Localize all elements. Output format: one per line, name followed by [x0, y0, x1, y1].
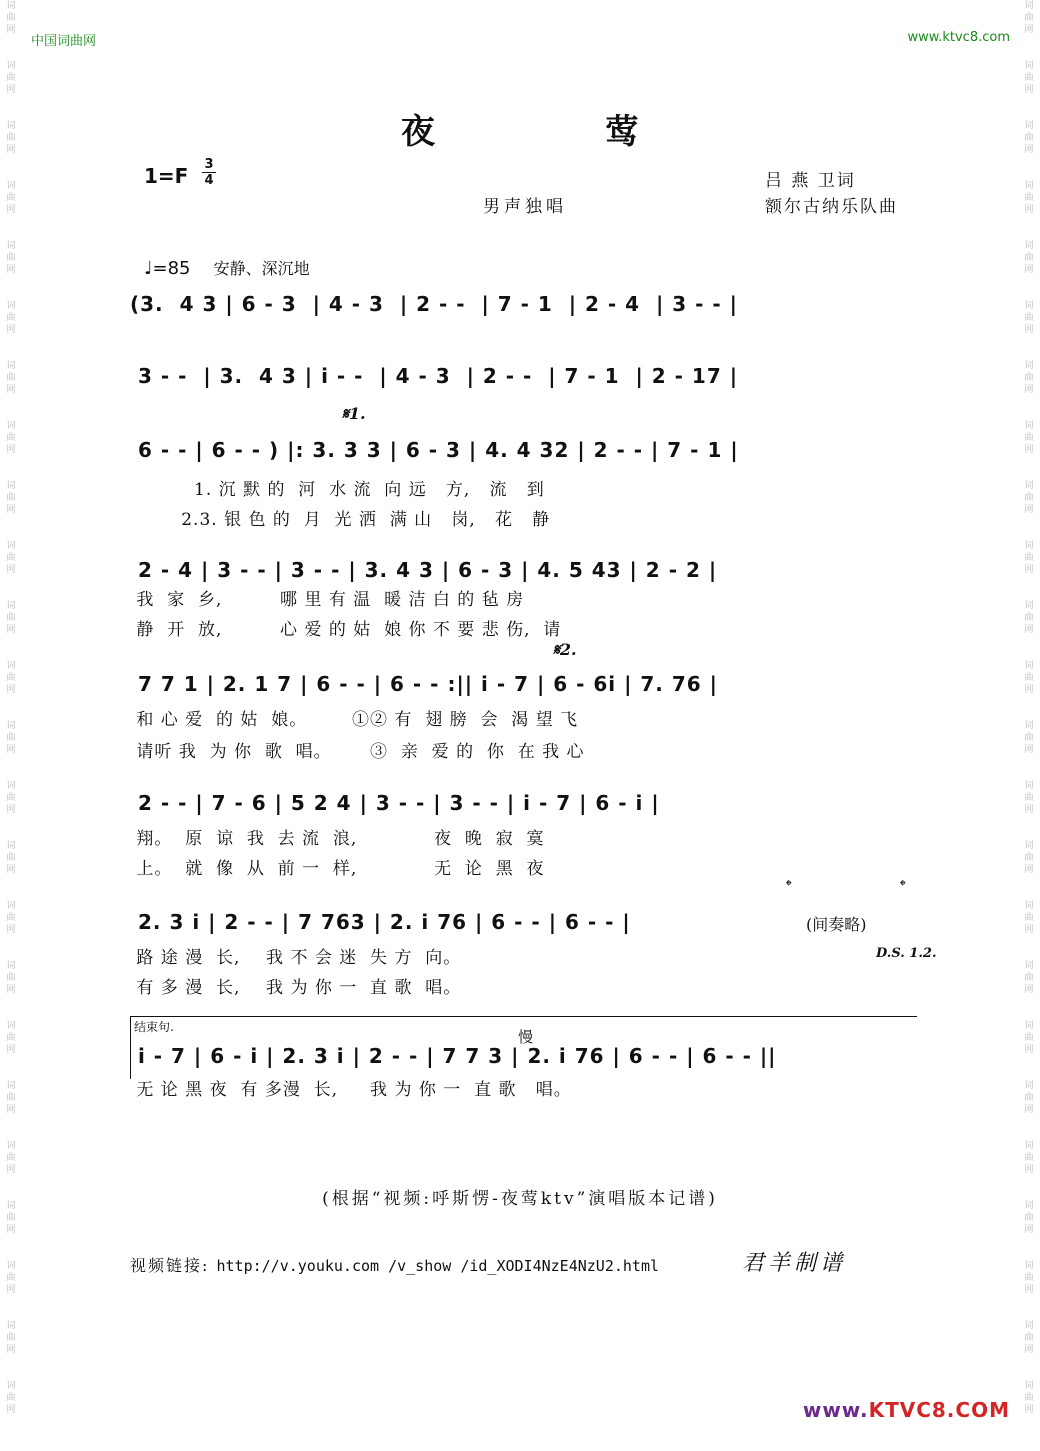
watermark-unit: 词 曲 网 [6, 601, 16, 635]
watermark-unit: 词 曲 网 [1024, 841, 1034, 875]
watermark-unit: 词 曲 网 [6, 661, 16, 695]
video-link-line [130, 1253, 659, 1276]
watermark-unit: 词 曲 网 [1024, 181, 1034, 215]
watermark-unit: 词 曲 网 [6, 721, 16, 755]
interlude-note: (间奏略) [806, 915, 867, 934]
ending-label: 结束句. [134, 1020, 174, 1034]
watermark-unit: 词 曲 网 [6, 1381, 16, 1415]
notation-line: 3 - - | 3. 4 3 | i - - | 4 - 3 | 2 - - | 7 - 1 | 2 - 17 | [130, 364, 739, 388]
watermark-unit: 词 曲 网 [1024, 1321, 1034, 1355]
watermark-unit: 词 曲 网 [6, 961, 16, 995]
lyric-line-1: 路 途 漫 长, 我 不 会 迷 失 方 向。 [130, 948, 462, 968]
lyric-line-2: 有 多 漫 长, 我 为 你 一 直 歌 唱。 [130, 978, 462, 998]
video-link-label: 视频链接: [130, 1256, 210, 1275]
tempo-mark: ♩=85 [144, 258, 191, 279]
notation-line: 2 - - | 7 - 6 | 5 2 4 | 3 - - | 3 - - | i - 7 | 6 - i | [130, 791, 660, 815]
right-watermark-strip [1020, 0, 1038, 1451]
lyric-line-1: 1. 沉 默 的 河 水 流 向 远 方, 流 到 [130, 480, 545, 500]
site-url-label: www.ktvc8.com [907, 30, 1010, 45]
watermark-unit: 词 曲 网 [1024, 601, 1034, 635]
watermark-unit: 词 曲 网 [6, 361, 16, 395]
lyric-line-2: 上。 就 像 从 前 一 样, 无 论 黑 夜 [130, 859, 545, 879]
watermark-unit: 词 曲 网 [1024, 1021, 1034, 1055]
time-signature-top: 3 [204, 157, 214, 172]
watermark-unit: 词 曲 网 [6, 841, 16, 875]
watermark-unit: 词 曲 网 [6, 1321, 16, 1355]
lyric-line-1: 翔。 原 谅 我 去 流 浪, 夜 晚 寂 寞 [130, 829, 545, 849]
time-signature-bottom: 4 [204, 173, 214, 188]
watermark-unit: 词 曲 网 [1024, 421, 1034, 455]
watermark-unit: 词 曲 网 [6, 1081, 16, 1115]
watermark-unit: 词 曲 网 [1024, 361, 1034, 395]
notation-line: 2 - 4 | 3 - - | 3 - - | 3. 4 3 | 6 - 3 | 4. 5 43 | 2 - 2 | [130, 558, 718, 582]
composer-credit: 额尔古纳乐队曲 [765, 197, 898, 217]
watermark-unit: 词 曲 网 [1024, 541, 1034, 575]
notation-line: 6 - - | 6 - - ) |: 3. 3 3 | 6 - 3 | 4. 4 32 | 2 - - | 7 - 1 | [130, 438, 739, 462]
watermark-unit: 词 曲 网 [6, 901, 16, 935]
segno-mark-1: 𝄋1. [342, 404, 366, 423]
lyric-line-1: 无 论 黑 夜 有 多漫 长, 我 为 你 一 直 歌 唱。 [130, 1080, 572, 1100]
watermark-unit: 词 曲 网 [6, 181, 16, 215]
ds-mark [876, 946, 936, 961]
watermark-unit: 词 曲 网 [6, 1261, 16, 1295]
lyric-line-2: 请听 我 为 你 歌 唱。 ③ 亲 爱 的 你 在 我 心 [130, 742, 585, 762]
watermark-unit: 词 曲 网 [6, 481, 16, 515]
watermark-unit: 词 曲 网 [1024, 781, 1034, 815]
watermark-unit: 词 曲 网 [6, 421, 16, 455]
watermark-unit: 词 曲 网 [1024, 661, 1034, 695]
watermark-unit: 词 曲 网 [1024, 121, 1034, 155]
engraver-signature: 君羊制谱 [742, 1251, 847, 1276]
footer-brand-name: KTVC8.COM [868, 1398, 1010, 1422]
left-watermark-strip [2, 0, 20, 1451]
watermark-unit: 词 曲 网 [6, 541, 16, 575]
footer-brand-logo[interactable] [803, 1398, 1010, 1422]
watermark-unit: 词 曲 网 [1024, 301, 1034, 335]
segno-mark-2: 𝄋2. [553, 640, 577, 659]
notation-line: 2. 3 i | 2 - - | 7 763 | 2. i 76 | 6 - - | 6 - - | [130, 910, 631, 934]
watermark-unit: 词 曲 网 [1024, 721, 1034, 755]
lyricist-credit: 吕 燕 卫词 [765, 171, 856, 191]
video-link-url[interactable]: http://v.youku.com /v_show /id_XODI4NzE4NzU2.html [216, 1257, 660, 1275]
key-signature: 1=F [144, 164, 189, 188]
site-name-label: 中国词曲网 [31, 34, 97, 49]
footer-brand-prefix: www. [802, 1398, 869, 1422]
watermark-unit: 词 曲 网 [6, 1141, 16, 1175]
notation-line: (3. 4 3 | 6 - 3 | 4 - 3 | 2 - - | 7 - 1 | 2 - 4 | 3 - - | [130, 292, 738, 316]
watermark-unit: 词 曲 网 [6, 1, 16, 35]
coda-mark: 𝄌 [786, 876, 792, 895]
watermark-unit: 词 曲 网 [6, 1201, 16, 1235]
watermark-unit: 词 曲 网 [1024, 1381, 1034, 1415]
watermark-unit: 词 曲 网 [1024, 61, 1034, 95]
coda-mark-end: 𝄌 [900, 876, 906, 895]
watermark-unit: 词 曲 网 [6, 61, 16, 95]
notation-line: 7 7 1 | 2. 1 7 | 6 - - | 6 - - :|| i - 7 | 6 - 6i | 7. 76 | [130, 672, 718, 696]
watermark-unit: 词 曲 网 [1024, 961, 1034, 995]
watermark-unit: 词 曲 网 [1024, 1261, 1034, 1295]
watermark-unit: 词 曲 网 [6, 301, 16, 335]
watermark-unit: 词 曲 网 [6, 1021, 16, 1055]
lyric-line-2: 2.3. 银 色 的 月 光 洒 满 山 岗, 花 静 [130, 510, 551, 530]
notation-line: i - 7 | 6 - i | 2. 3 i | 2 - - | 7 7 3 | 2. i 76 | 6 - - | 6 - - || [130, 1044, 777, 1068]
performance-type: 男声独唱 [483, 197, 567, 217]
watermark-unit: 词 曲 网 [6, 241, 16, 275]
watermark-unit: 词 曲 网 [1024, 901, 1034, 935]
watermark-unit: 词 曲 网 [1024, 1201, 1034, 1235]
watermark-unit: 词 曲 网 [1024, 241, 1034, 275]
song-title: 夜莺 [401, 112, 809, 152]
lyric-line-1: 和 心 爱 的 姑 娘。 ①② 有 翅 膀 会 渴 望 飞 [130, 710, 579, 730]
mood-mark: 安静、深沉地 [213, 259, 310, 278]
lyric-line-2: 静 开 放, 心 爱 的 姑 娘 你 不 要 悲 伤, 请 [130, 620, 562, 640]
watermark-unit: 词 曲 网 [1024, 481, 1034, 515]
watermark-unit: 词 曲 网 [1024, 1141, 1034, 1175]
tempo-line [144, 256, 310, 279]
source-note: (根据“视频:呼斯愣-夜莺ktv”演唱版本记谱) [322, 1189, 718, 1209]
watermark-unit: 词 曲 网 [6, 121, 16, 155]
slow-mark: 慢 [518, 1028, 534, 1046]
watermark-unit: 词 曲 网 [1024, 1, 1034, 35]
lyric-line-1: 我 家 乡, 哪 里 有 温 暖 洁 白 的 毡 房 [130, 590, 525, 610]
time-signature [202, 158, 216, 187]
watermark-unit: 词 曲 网 [1024, 1081, 1034, 1115]
ds-label: D.S. [876, 946, 905, 961]
ds-fraction: 1.2. [909, 946, 937, 961]
watermark-unit: 词 曲 网 [6, 781, 16, 815]
